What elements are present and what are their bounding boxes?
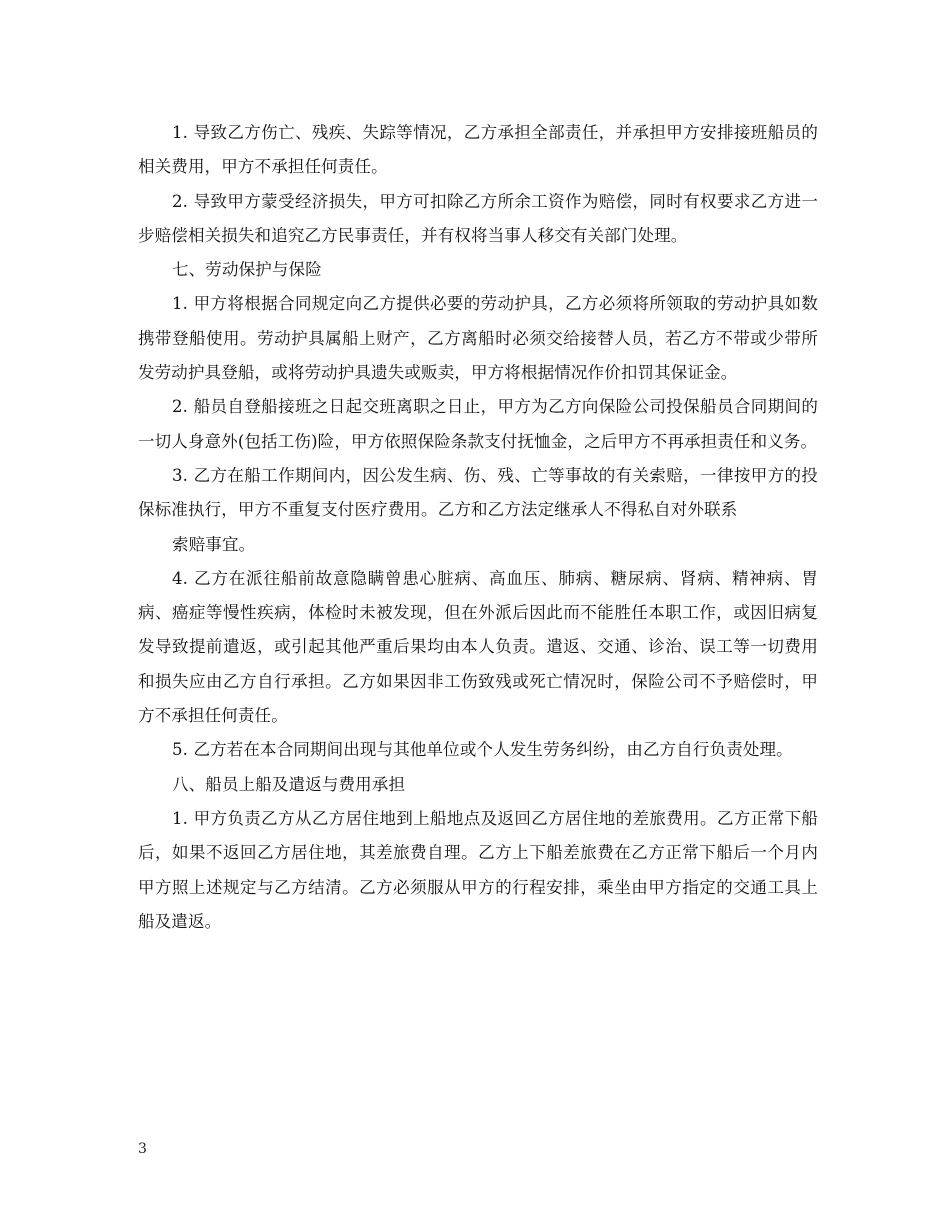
section-heading-boarding-repatriation: 八、船员上船及遣返与费用承担 [172,774,406,794]
paragraph-claims: 3. 乙方在船工作期间内，因公发生病、伤、残、亡等事故的有关索赔，一律按甲方的投保标准执行，甲方不重复支付医疗费用。乙方和乙方法定继承人不得私自对外联系 [138,465,818,520]
paragraph-economic-loss: 2. 导致甲方蒙受经济损失，甲方可扣除乙方所余工资作为赔偿，同时有权要求乙方进一步赔偿相关损失和追究乙方民事责任，并有权将当事人移交有关部门处理。 [138,191,818,245]
page-content [138,116,818,939]
paragraph-claims-continued: 索赔事宜。 [172,534,256,554]
paragraph-protective-gear: 1. 甲方将根据合同规定向乙方提供必要的劳动护具，乙方必须将所领取的劳动护具如数携带登船使用。劳动护具属船上财产，乙方离船时必须交给接替人员，若乙方不带或少带所发劳动护具登船，或将劳动护具遗失或贩卖，甲方将根据情况作价扣罚其保证金。 [138,294,818,383]
paragraph-injury-liability: 1. 导致乙方伤亡、残疾、失踪等情况，乙方承担全部责任，并承担甲方安排接班船员的相关费用，甲方不承担任何责任。 [138,123,818,177]
paragraph-chronic-disease: 4. 乙方在派往船前故意隐瞒曾患心脏病、高血压、肺病、糖尿病、肾病、精神病、胃病、癌症等慢性疾病，体检时未被发现，但在外派后因此而不能胜任本职工作，或因旧病复发导致提前遣返，或引起其他严重后果均由本人负责。遣返、交通、诊治、误工等一切费用和损失应由乙方自行承担。乙方如果因非工伤致残或死亡情况时，保险公司不予赔偿时，甲方不承担任何责任。 [138,568,818,726]
section-heading-labor-protection: 七、劳动保护与保险 [172,260,322,280]
paragraph-accident-insurance: 2. 船员自登船接班之日起交班离职之日止，甲方为乙方向保险公司投保船员合同期间的一切人身意外(包括工伤)险，甲方依照保险条款支付抚恤金，之后甲方不再承担责任和义务。 [138,397,818,451]
page-number: 3 [138,1141,147,1157]
paragraph-labor-dispute: 5. 乙方若在本合同期间出现与其他单位或个人发生劳务纠纷，由乙方自行负责处理。 [172,740,793,760]
paragraph-travel-expenses: 1. 甲方负责乙方从乙方居住地到上船地点及返回乙方居住地的差旅费用。乙方正常下船后，如果不返回乙方居住地，其差旅费自理。乙方上下船差旅费在乙方正常下船后一个月内甲方照上述规定与乙方结清。乙方必须服从甲方的行程安排，乘坐由甲方指定的交通工具上船及遣返。 [138,808,818,931]
